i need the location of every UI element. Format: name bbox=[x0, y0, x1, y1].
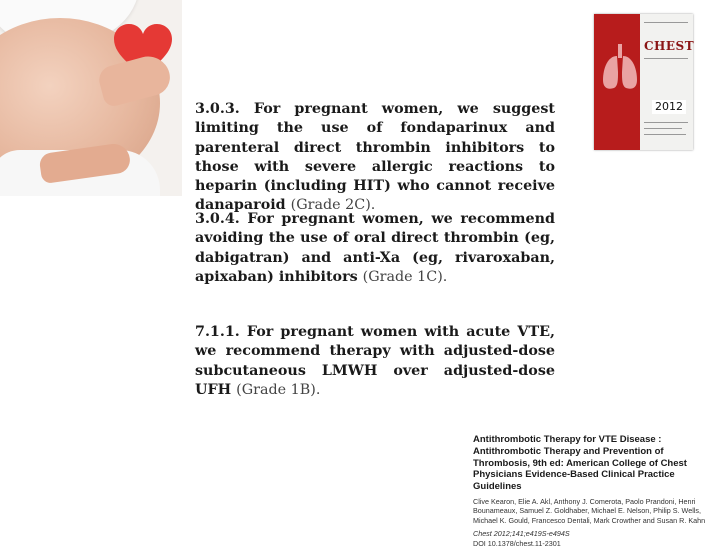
recommendation-text: 3.0.4. For pregnant women, we recommend avoiding the use of oral direct thrombin (eg, dabigatran) and anti-Xa (eg, rivaroxaban, apixaban) inhibitors bbox=[195, 211, 555, 285]
citation-journal-ref: Chest 2012;141;e419S-e494S bbox=[473, 529, 570, 539]
lungs-icon bbox=[600, 42, 640, 94]
citation-authors: Clive Kearon, Elie A. Akl, Anthony J. Comerota, Paolo Prandoni, Henri Bounameaux, Samuel Z. Goldhaber, Michael E. Nelson, Philip S. Wells, Michael K. Gould, Francesco Dentali, Mark Crowther and Susan R. Kahn bbox=[473, 496, 706, 525]
cover-rule bbox=[644, 122, 688, 123]
cover-rule bbox=[644, 22, 688, 23]
recommendation-grade: (Grade 2C). bbox=[290, 197, 376, 214]
citation-block bbox=[473, 434, 713, 548]
cover-title: CHEST bbox=[644, 39, 695, 53]
recommendation-text: 3.0.3. For pregnant women, we suggest limiting the use of fondaparinux and parenteral direct thrombin inhibitors to those with severe allergic reactions to heparin (including HIT) who cannot receive danaparoid bbox=[195, 101, 555, 214]
pregnant-woman-photo bbox=[0, 0, 182, 196]
chest-journal-cover bbox=[594, 14, 693, 150]
recommendation-3-0-3 bbox=[195, 100, 555, 216]
citation-doi: DOI 10.1378/chest.11-2301 bbox=[473, 538, 561, 548]
cover-rule bbox=[644, 134, 686, 135]
recommendation-7-1-1 bbox=[195, 323, 555, 400]
recommendation-grade: (Grade 1B). bbox=[236, 381, 321, 398]
recommendation-grade: (Grade 1C). bbox=[362, 268, 448, 285]
cover-rule bbox=[644, 128, 682, 129]
citation-title: Antithrombotic Therapy for VTE Disease : Antithrombotic Therapy and Prevention of Thrombosis, 9th ed: American College of Chest Physicians Evidence-Based Clinical Practice Guidelines bbox=[473, 434, 687, 493]
recommendation-3-0-4 bbox=[195, 210, 555, 287]
recommendation-text: 7.1.1. For pregnant women with acute VTE, we recommend therapy with adjusted-dose subcutaneous LMWH over adjusted-dose UFH bbox=[195, 324, 555, 398]
cover-rule bbox=[644, 58, 688, 59]
cover-panel bbox=[640, 14, 693, 150]
cover-year: 2012 bbox=[652, 100, 686, 114]
